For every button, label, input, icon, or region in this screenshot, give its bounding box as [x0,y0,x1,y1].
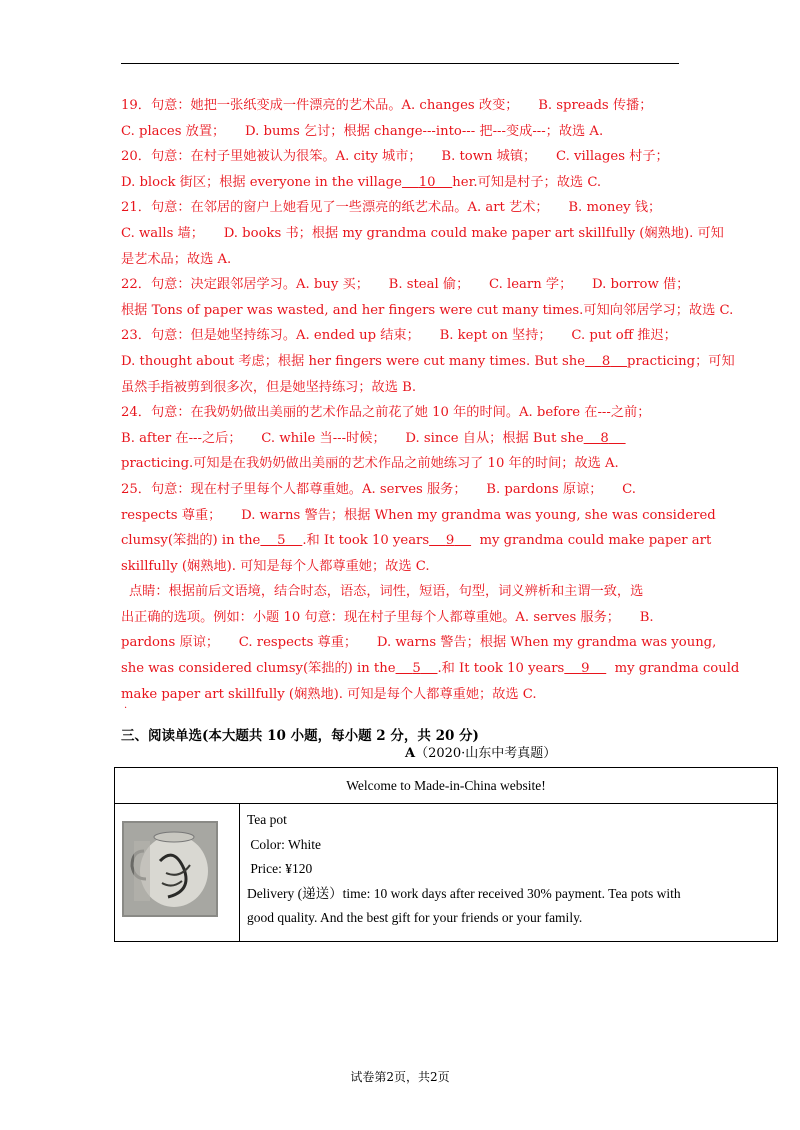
blank-10: 10 [418,174,436,190]
answer-line: 21．句意：在邻居的窗户上她看见了一些漂亮的纸艺术品。A. art 艺术； B. money 钱； [121,200,662,216]
teapot-image [122,821,218,917]
answer-line: pardons 原谅； C. respects 尊重； D. warns 警告；根据 When my grandma was young, [121,635,717,651]
product-quality: good quality. And the best gift for your friends or your family. [247,910,583,925]
product-details [247,808,767,931]
product-delivery: Delivery (递送）time: 10 work days after received 30% payment. Tea pots with [247,885,681,901]
answer-line: 是艺术品；故选 A. [121,251,232,267]
passage-label [405,742,556,761]
answer-line: skillfully (娴熟地). 可知是每个人都尊重她；故选 C. [121,558,430,574]
passage-source: （2020·山东中考真题） [415,746,557,761]
answer-line: 20．句意：在村子里她被认为很笨。A. city 城市； B. town 城镇； C. villages 村子； [121,149,669,165]
answer-line: practicing.可知是在我奶奶做出美丽的艺术作品之前她练习了 10 年的时间；故选 A. [121,456,619,472]
blank-5: 5 [277,533,286,549]
header-rule [121,63,679,64]
table-header: Welcome to Made-in-China website! [115,768,777,804]
answer-line: C. walls 墙； D. books 书；根据 my grandma could make paper art skillfully (娴熟地). 可知 [121,225,724,241]
answer-line: C. places 放置； D. bums 乞讨；根据 change---into--- 把---变成---；故选 A. [121,123,604,139]
answer-line: 19．句意：她把一张纸变成一件漂亮的艺术品。A. changes 改变； B. spreads 传播； [121,98,653,113]
answer-line: D. block 街区；根据 everyone in the village 10 her.可知是村子；故选 C. [121,174,602,190]
column-divider [239,803,240,941]
blank-9: 9 [445,533,455,549]
answer-line: D. thought about 考虑；根据 her fingers were cut many times. But she 8 practicing；可知 [121,353,735,369]
answer-line: respects 尊重； D. warns 警告；根据 When my grandma was young, she was considered [121,507,716,523]
answer-line: 25．句意：现在村子里每个人都尊重她。A. serves 服务； B. pardons 原谅； C. [121,481,636,497]
answer-line: 22．句意：决定跟邻居学习。A. buy 买； B. steal 偷； C. learn 学； D. borrow 借； [121,277,690,293]
answer-line: 出正确的选项。例如：小题 10 句意：现在村子里每个人都尊重她。A. serves 服务； B. [121,609,654,625]
passage-letter: A [405,746,416,761]
answer-line: 24．句意：在我奶奶做出美丽的艺术作品之前花了她 10 年的时间。A. before 在---之前； [121,405,651,421]
blank-8b: 8 [600,430,609,446]
answer-line: 点睛：根据前后文语境，结合时态，语态，词性，短语，句型，词义辨析和主谓一致，选 [129,584,644,600]
stray-dot: · [124,703,128,714]
answer-line: B. after 在---之后； C. while 当---时候； D. since 自从；根据 But she 8 [121,426,681,452]
answer-line: clumsy(笨拙的) in the 5 .和 It took 10 years 9 my grandma could make paper art [121,533,712,549]
product-name: Tea pot [247,812,287,827]
section-title: 三、阅读单选(本大题共 10 小题，每小题 2 分，共 20 分) [121,728,479,744]
product-table [114,767,778,942]
blank-9b: 9 [581,661,590,677]
answer-line: she was considered clumsy(笨拙的) in the 5 .和 It took 10 years 9 my grandma could [121,661,740,677]
blank-8: 8 [601,353,611,369]
answer-line: 23．句意：但是她坚持练习。A. ended up 结束； B. kept on 坚持； C. put off 推迟； [121,328,677,344]
page-footer: 试卷第2页，共2页 [350,1070,450,1084]
product-price: Price: ¥120 [247,861,313,876]
answer-line: make paper art skillfully (娴熟地). 可知是每个人都尊重她；故选 C. [121,686,537,702]
answer-line: 根据 Tons of paper was wasted, and her fingers were cut many times.可知向邻居学习；故选 C. [121,302,734,318]
product-color: Color: White [247,836,321,852]
blank-5b: 5 [412,661,421,677]
answer-line: 虽然手指被剪到很多次，但是她坚持练习；故选 B. [121,379,417,395]
answer-explanations [121,93,740,707]
